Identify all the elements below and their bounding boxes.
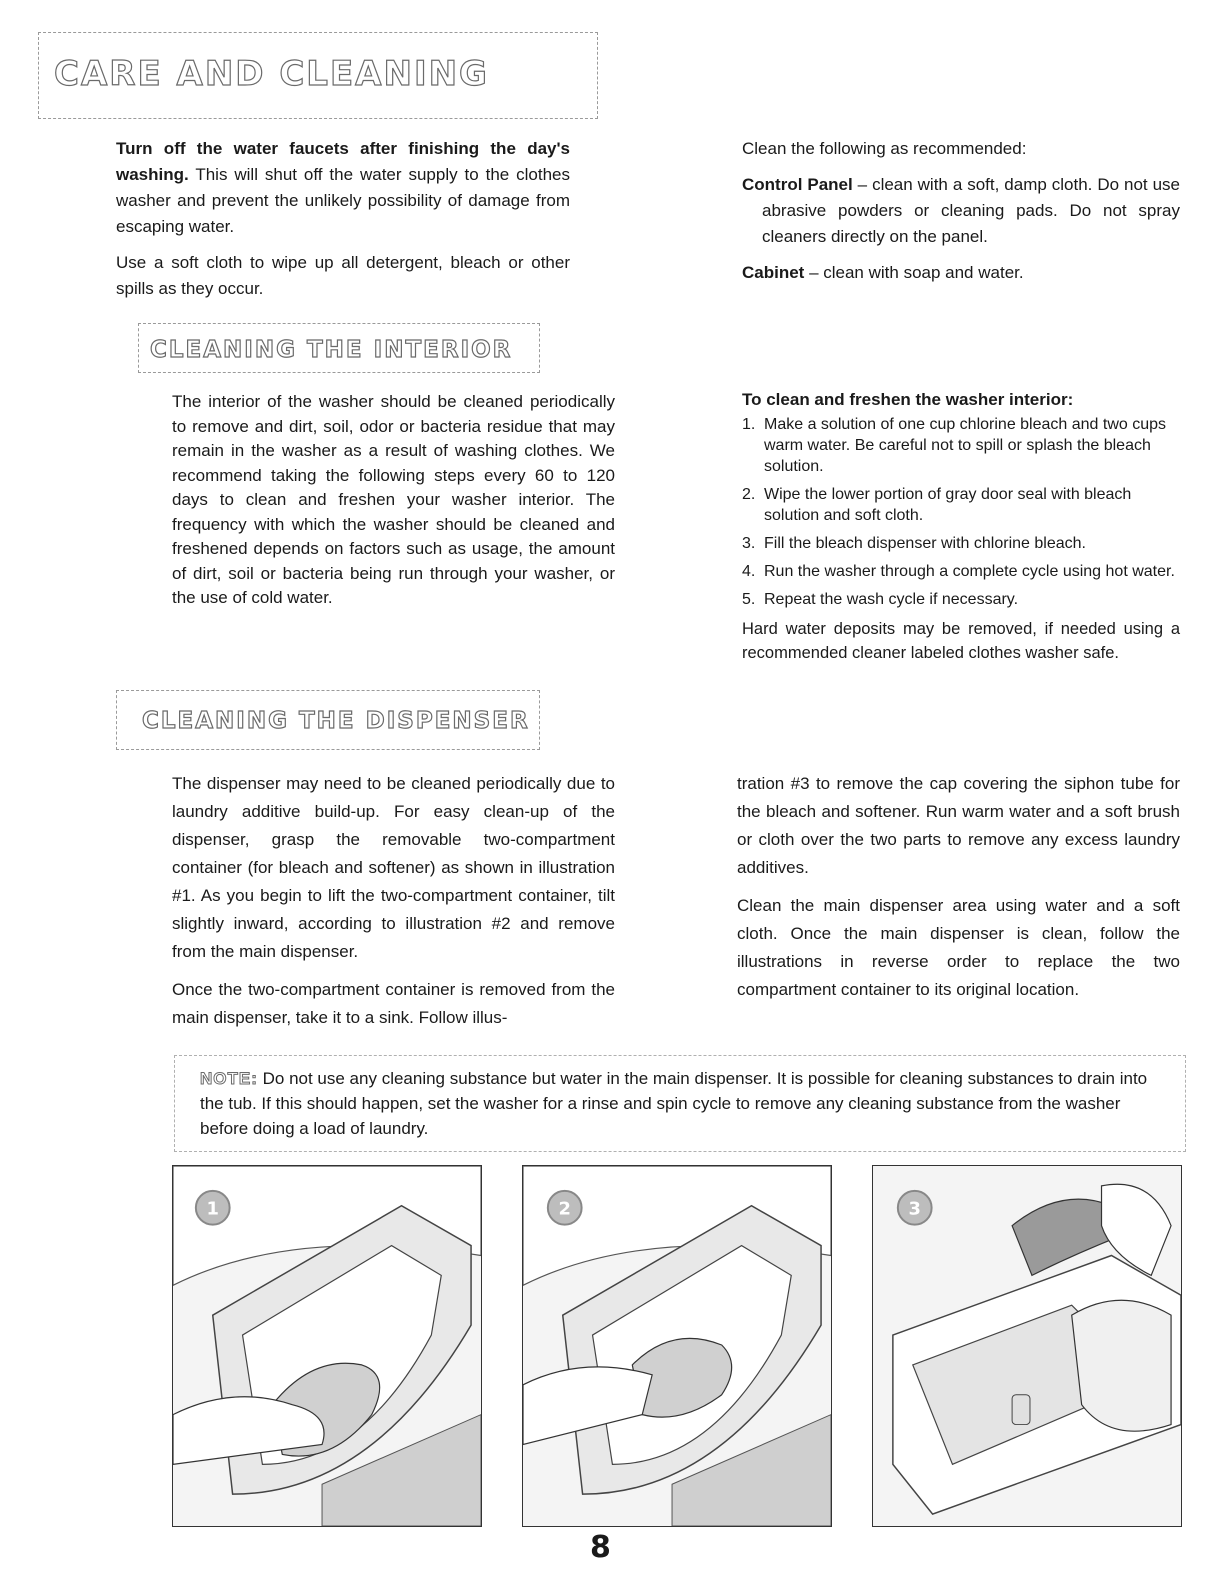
note-label: NOTE: xyxy=(200,1069,258,1088)
dispenser-para2: Once the two-compartment container is removed from the main dispenser, take it to a sink. Follow illus- xyxy=(172,980,615,1027)
step-item: 4. Run the washer through a complete cycle using hot water. xyxy=(742,563,1175,580)
illustration-1-drawing xyxy=(173,1166,481,1526)
dispenser-heading: CLEANING THE DISPENSER xyxy=(142,708,530,734)
control-panel-label: Control Panel xyxy=(742,175,853,194)
dispenser-para4: Clean the main dispenser area using water and a soft cloth. Once the main dispenser is clean, follow the illustrations in reverse order to replace the two compartment container to its original location. xyxy=(737,896,1180,999)
steps-title: To clean and freshen the washer interior: xyxy=(742,390,1074,409)
page-number: 8 xyxy=(590,1530,611,1565)
cabinet-label: Cabinet xyxy=(742,263,805,282)
intro-para2: Use a soft cloth to wipe up all detergent, bleach or other spills as they occur. xyxy=(116,253,570,298)
illustration-3 xyxy=(872,1165,1182,1527)
note-text-block xyxy=(200,1066,1160,1141)
illustration-2-drawing xyxy=(523,1166,831,1526)
dispenser-para1: The dispenser may need to be cleaned periodically due to laundry additive build-up. For easy clean-up of the dispenser, grasp the removable two-compartment container (for bleach and softener) as shown in illustration #1. As you begin to lift the two-compartment container, tilt slightly inward, according to illustration #2 and remove from the main dispenser. xyxy=(172,774,615,961)
dispenser-left-column xyxy=(172,770,615,1042)
step-item: 3. Fill the bleach dispenser with chlorine bleach. xyxy=(742,535,1086,552)
illustration-2 xyxy=(522,1165,832,1527)
hard-water-note: Hard water deposits may be removed, if needed using a recommended cleaner labeled clothes washer safe. xyxy=(742,620,1180,662)
illustration-3-number: 3 xyxy=(908,1198,921,1220)
illustration-3-drawing xyxy=(873,1166,1181,1526)
step-item: 5. Repeat the wash cycle if necessary. xyxy=(742,591,1019,608)
note-text: Do not use any cleaning substance but water in the main dispenser. It is possible for cleaning substances to drain into the tub. If this should happen, set the washer for a rinse and spin cycle to remove any cleaning substance from the washer before doing a load of laundry. xyxy=(200,1069,1148,1138)
illustration-2-number: 2 xyxy=(558,1198,571,1220)
intro-bold-lead: Turn off the water faucets after finishing the day's washing. xyxy=(116,139,570,184)
step-item: 1. Make a solution of one cup chlorine bleach and two cups warm water. Be careful not to spill or splash the bleach solution. xyxy=(742,416,1167,475)
dispenser-right-column xyxy=(737,770,1180,1014)
intro-lead-rest: This will shut off the water supply to the clothes washer and prevent the unlikely possibility of damage from escaping water. xyxy=(116,165,570,236)
main-heading: CARE AND CLEANING xyxy=(54,54,489,94)
cabinet-text: – clean with soap and water. xyxy=(804,263,1024,282)
interior-paragraph: The interior of the washer should be cleaned periodically to remove and dirt, soil, odor or bacteria residue that may remain in the washer as a result of washing clothes. We recommend taking the following steps every 60 to 120 days to clean and freshen your washer interior. The frequency with which the washer should be cleaned and freshened depends on factors such as usage, the amount of dirt, soil or bacteria being run through your washer, or the use of cold water. xyxy=(172,392,615,607)
interior-heading: CLEANING THE INTERIOR xyxy=(150,337,513,363)
dispenser-para3: tration #3 to remove the cap covering the siphon tube for the bleach and softener. Run warm water and a soft brush or cloth over the two parts to remove any excess laundry additives. xyxy=(737,774,1180,877)
recommended-intro: Clean the following as recommended: xyxy=(742,139,1027,158)
illustration-1 xyxy=(172,1165,482,1527)
intro-block xyxy=(116,136,570,312)
interior-steps-block xyxy=(742,390,1180,665)
recommended-block xyxy=(742,136,1180,296)
illustration-1-number: 1 xyxy=(206,1198,219,1220)
control-panel-text: – clean with a soft, damp cloth. Do not use abrasive powders or cleaning pads. Do not spray cleaners directly on the panel. xyxy=(762,175,1180,246)
step-item: 2. Wipe the lower portion of gray door seal with bleach solution and soft cloth. xyxy=(742,486,1132,524)
steps-list xyxy=(742,414,1180,610)
